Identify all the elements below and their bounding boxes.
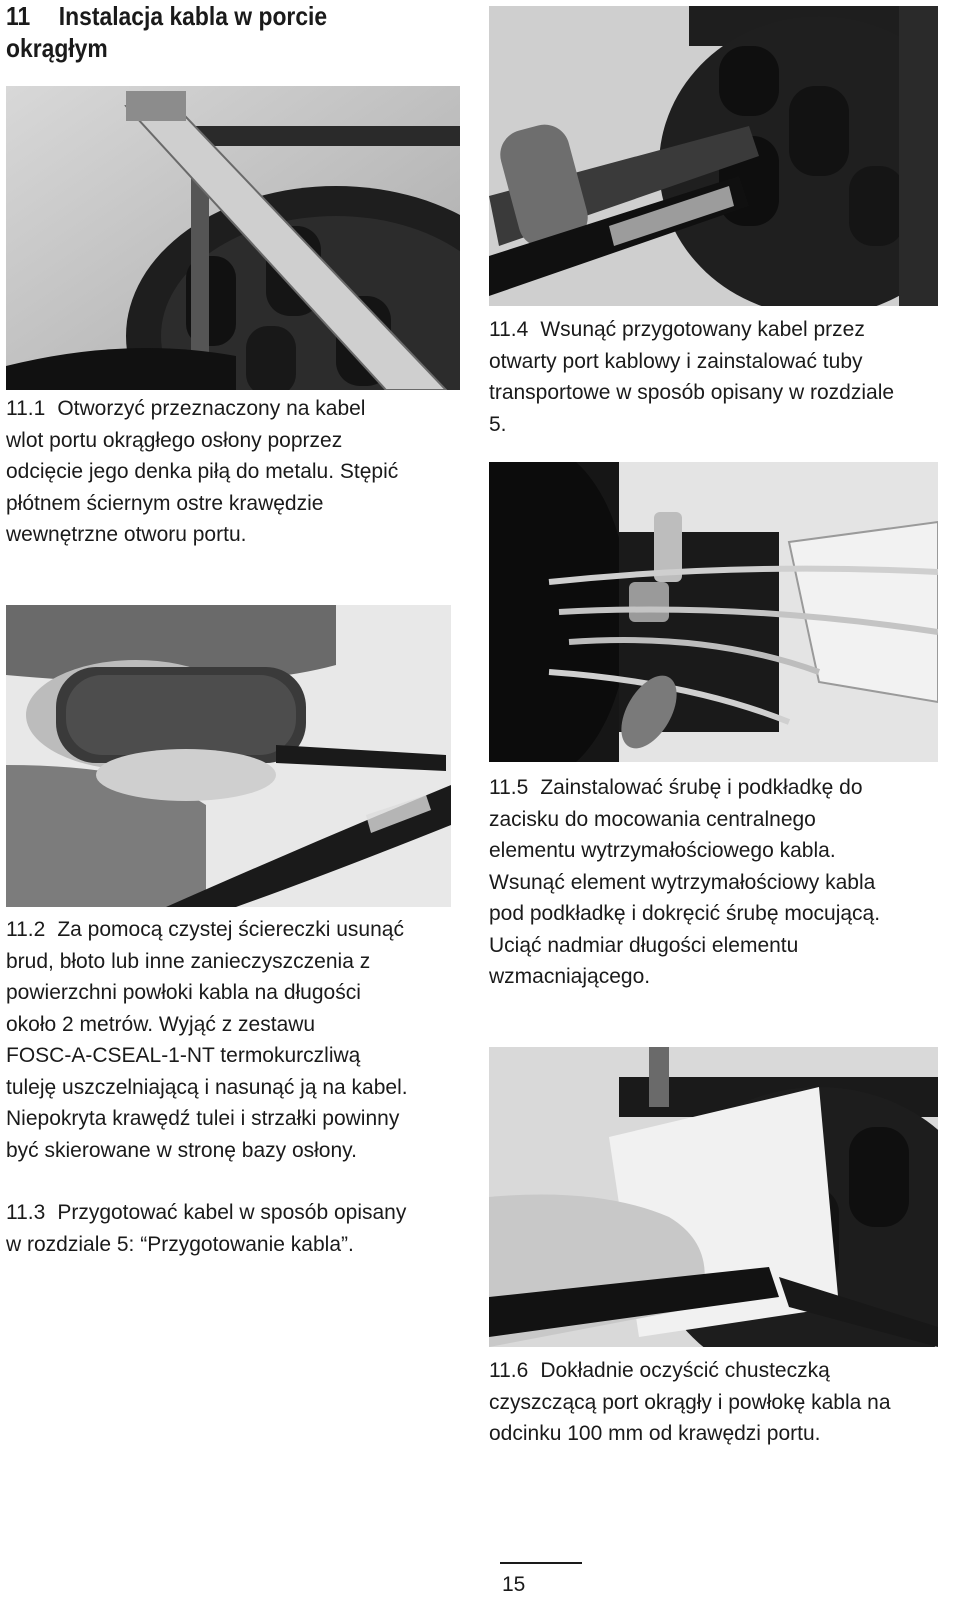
step-text-line: elementu wytrzymałościowego kabla. [489,839,836,862]
step-text-line: Przygotować kabel w sposób opisany [57,1201,407,1224]
step-number: 11.2 [6,918,46,941]
step-text-line: Uciąć nadmiar długości elementu [489,933,799,957]
section-number: 11 [6,1,31,31]
photo-11-6-cleaning-tissue [489,1047,938,1347]
photo-11-2-heat-shrink-sleeve [6,605,451,907]
step-11-4 [489,314,949,440]
step-text-line: wewnętrzne otworu portu. [6,523,247,546]
step-text-line: Zainstalować śrubę i podkładkę do [540,776,863,799]
step-text-line: odcinku 100 mm od krawędzi portu. [489,1422,821,1445]
step-text-line: transportowe w sposób opisany w rozdziale [489,381,895,404]
step-11-6 [489,1355,949,1450]
step-number: 11.1 [6,397,46,420]
step-text-line: Za pomocą czystej ściereczki usunąć [57,918,404,941]
page-number: 15 [502,1573,526,1596]
step-number: 11.6 [489,1359,529,1382]
section-title-line-2: okrągłym [6,33,108,63]
photo-11-5-strength-member-clamp [489,462,938,762]
step-text-line: czyszczącą port okrągły i powłokę kabla na [489,1390,891,1414]
step-text-line: zacisku do mocowania centralnego [489,807,816,831]
step-11-2 [6,914,476,1166]
step-text-line: wlot portu okrągłego osłony poprzez [6,428,343,452]
step-text-line: Wsunąć element wytrzymałościowy kabla [489,870,876,894]
step-text-line: odcięcie jego denka piłą do metalu. Stępić [6,460,399,483]
step-text-line: wzmacniającego. [489,965,651,988]
section-heading [6,0,376,64]
step-text-line: Niepokryta krawędź tulei i strzałki powinny [6,1107,400,1130]
footer-rule [500,1562,582,1564]
step-text-line: powierzchni powłoki kabla na długości [6,981,361,1004]
step-text-line: Dokładnie oczyścić chusteczką [540,1359,830,1382]
step-text-line: być skierowane w stronę bazy osłony. [6,1138,357,1162]
step-number: 11.5 [489,776,529,799]
step-text-line: płótnem ściernym ostre krawędzie [6,491,324,515]
step-text-line: 5. [489,412,507,436]
step-text-line: około 2 metrów. Wyjąć z zestawu [6,1012,316,1036]
step-text-line: otwarty port kablowy i zainstalować tuby [489,349,863,373]
step-11-3 [6,1197,476,1260]
photo-11-1-saw-cutting-port [6,86,460,390]
step-text-line: Otworzyć przeznaczony na kabel [57,397,366,420]
step-number: 11.4 [489,318,529,341]
step-text-line: brud, błoto lub inne zanieczyszczenia z [6,949,371,973]
step-11-1 [6,393,466,551]
photo-11-4-cable-through-port [489,6,938,306]
step-text-line: tuleję uszczelniającą i nasunąć ją na kabel. [6,1075,408,1099]
step-text-line: w rozdziale 5: “Przygotowanie kabla”. [6,1232,354,1256]
step-text-line: FOSC-A-CSEAL-1-NT termokurczliwą [6,1044,361,1067]
step-text-line: Wsunąć przygotowany kabel przez [540,318,865,341]
step-number: 11.3 [6,1201,46,1224]
step-11-5 [489,772,949,993]
step-text-line: pod podkładkę i dokręcić śrubę mocującą. [489,902,881,925]
section-title-line-1: Instalacja kabla w porcie [58,1,328,31]
